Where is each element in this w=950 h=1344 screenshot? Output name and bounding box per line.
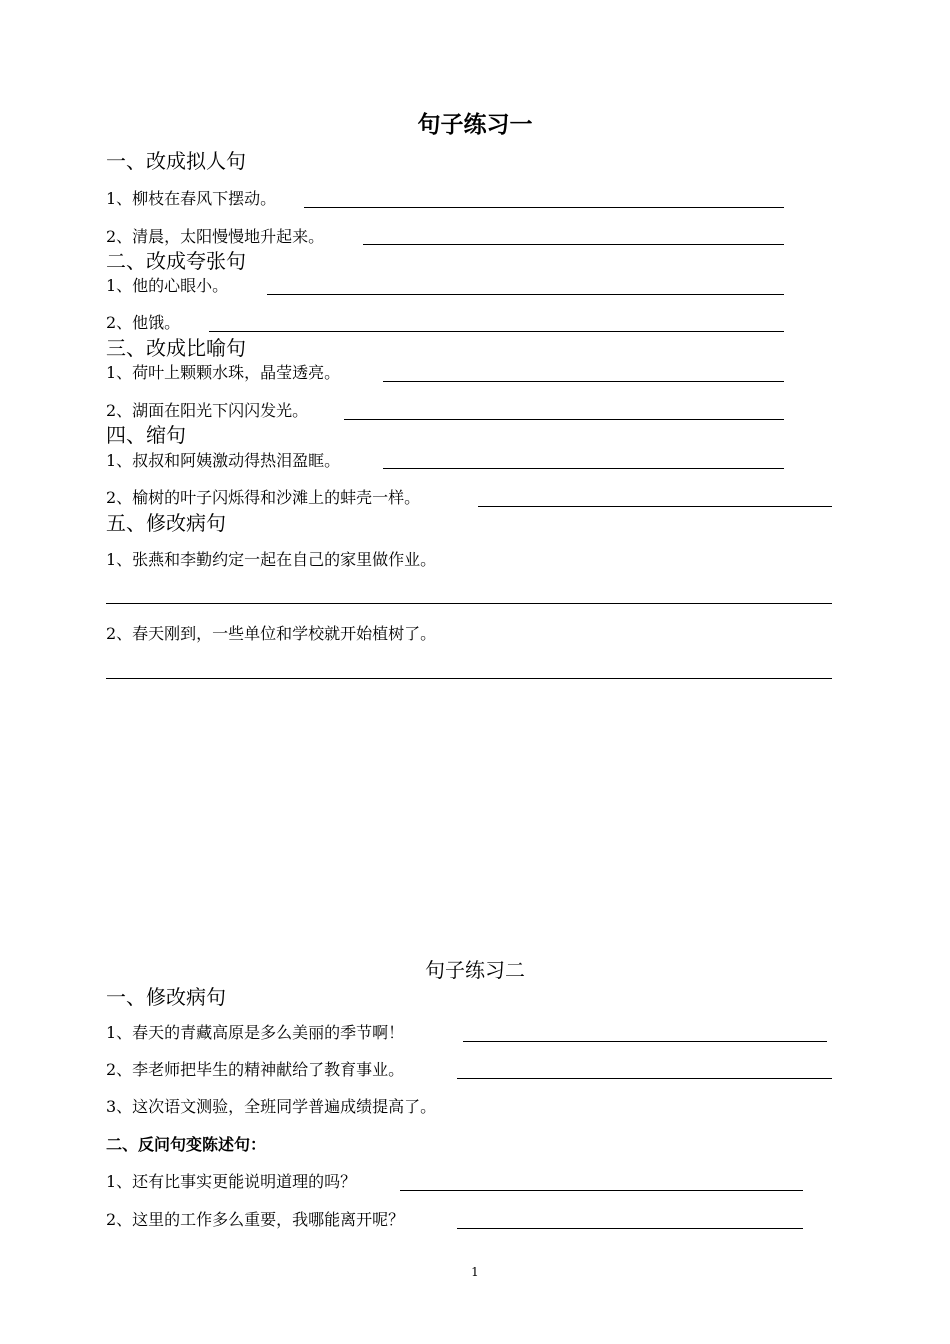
page-number: 1 [471,1265,479,1279]
question-text: 2、李老师把毕生的精神献给了教育事业。 [106,1060,405,1079]
answer-line[interactable] [383,381,784,382]
answer-line[interactable] [267,294,784,295]
answer-line[interactable] [106,678,832,679]
question-text: 1、叔叔和阿姨激动得热泪盈眶。 [106,451,341,470]
page-subtitle: 句子练习二 [425,958,525,982]
answer-line[interactable] [463,1041,827,1042]
question-text: 2、他饿。 [106,313,181,332]
question-text: 2、榆树的叶子闪烁得和沙滩上的蚌壳一样。 [106,488,421,507]
section-heading: 二、反问句变陈述句： [106,1135,267,1154]
question-text: 2、这里的工作多么重要，我哪能离开呢？ [106,1210,405,1229]
section-heading: 一、修改病句 [106,985,226,1009]
page-title: 句子练习一 [417,111,533,138]
question-text: 2、春天刚到，一些单位和学校就开始植树了。 [106,624,437,643]
section-heading: 一、改成拟人句 [106,149,246,173]
section-heading: 二、改成夸张句 [106,249,246,273]
section-heading: 三、改成比喻句 [106,336,246,360]
question-text: 1、荷叶上颗颗水珠，晶莹透亮。 [106,363,341,382]
question-text: 1、春天的青藏高原是多么美丽的季节啊！ [106,1023,405,1042]
question-text: 1、张燕和李勤约定一起在自己的家里做作业。 [106,550,437,569]
answer-line[interactable] [457,1228,803,1229]
answer-line[interactable] [457,1078,832,1079]
question-text: 1、柳枝在春风下摆动。 [106,189,277,208]
question-text: 2、清晨，太阳慢慢地升起来。 [106,227,325,246]
answer-line[interactable] [209,331,784,332]
answer-line[interactable] [400,1190,803,1191]
question-text: 2、湖面在阳光下闪闪发光。 [106,401,309,420]
question-text: 1、还有比事实更能说明道理的吗？ [106,1172,357,1191]
answer-line[interactable] [304,207,784,208]
answer-line[interactable] [106,603,832,604]
answer-line[interactable] [363,244,784,245]
answer-line[interactable] [344,419,784,420]
answer-line[interactable] [478,506,832,507]
answer-line[interactable] [383,468,784,469]
section-heading: 五、修改病句 [106,511,226,535]
question-text: 1、他的心眼小。 [106,276,229,295]
section-heading: 四、缩句 [106,423,186,447]
question-text: 3、这次语文测验，全班同学普遍成绩提高了。 [106,1097,437,1116]
